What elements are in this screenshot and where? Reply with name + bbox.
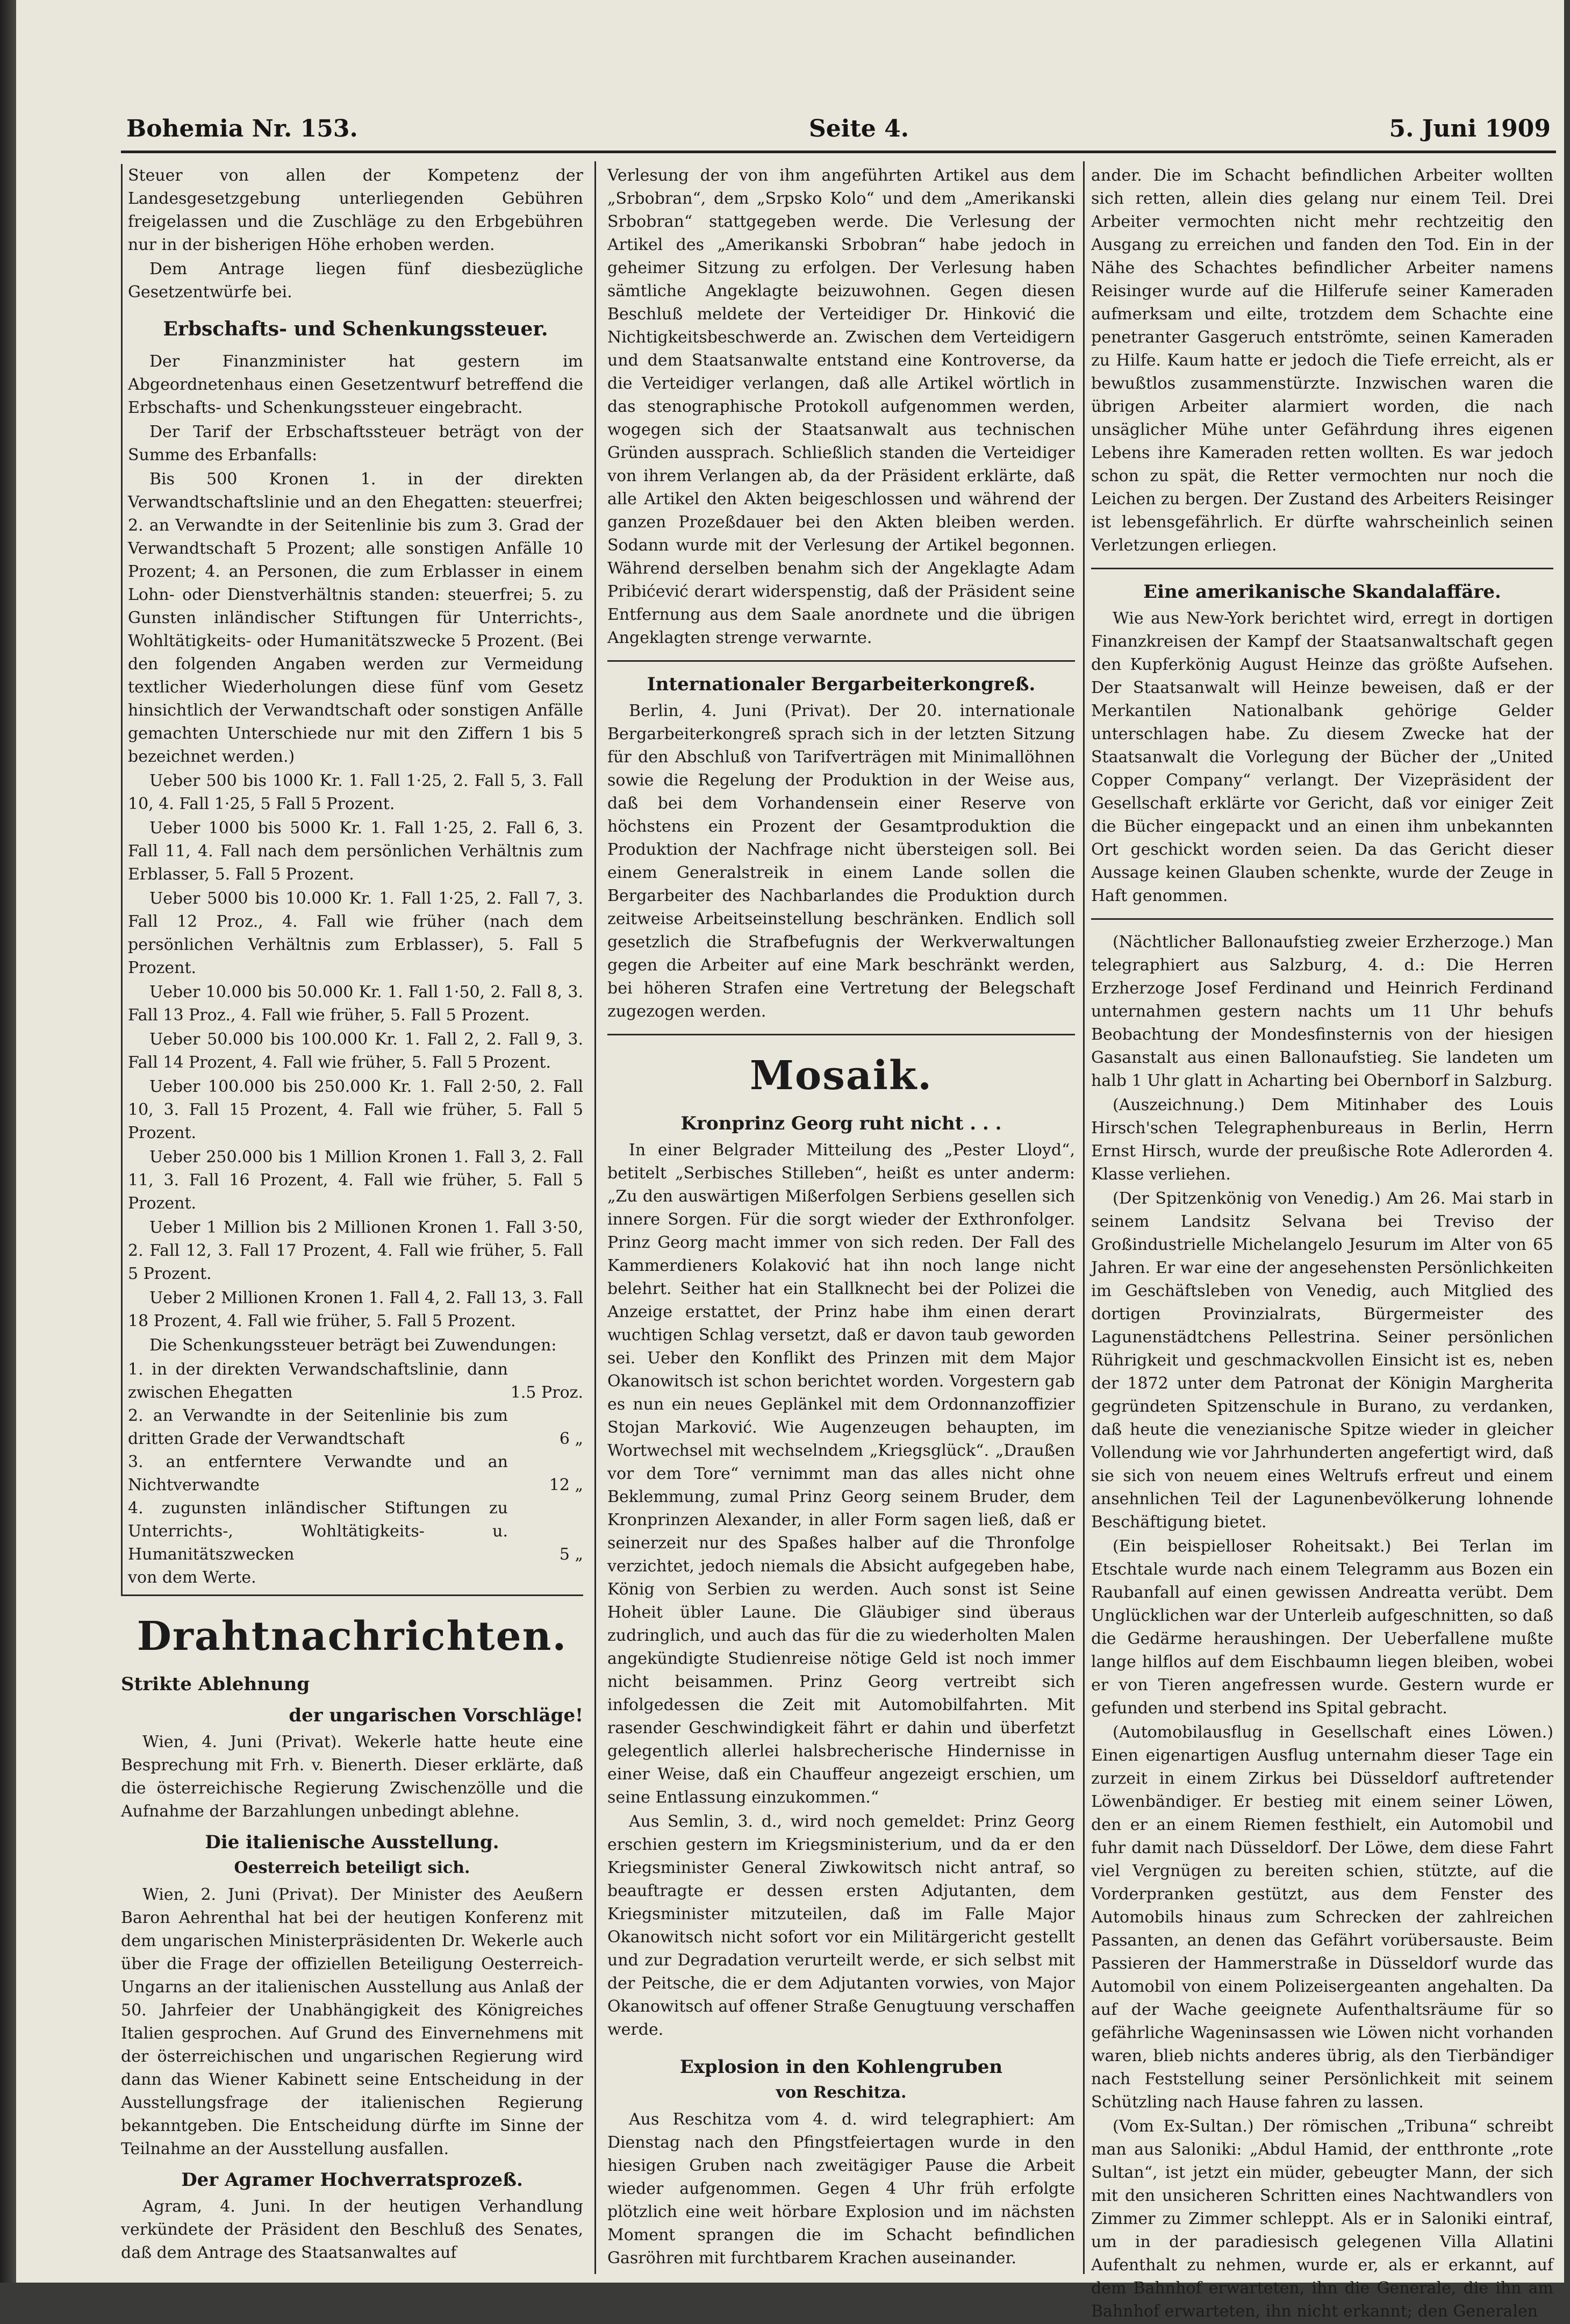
divider	[607, 660, 1075, 662]
article-text: Steuer von allen der Kompetenz der Landesgesetzgebung unterliegenden Gebühren freigelassen und die Zuschläge zu den Erbgebühren nur in der bisherigen Höhe erhoben werden.	[128, 166, 583, 254]
article-text: Der Tarif der Erbschaftssteuer beträgt von der Summe des Erbanfalls:	[128, 423, 583, 464]
table-row	[128, 1497, 583, 1566]
column-1	[121, 164, 583, 2265]
article-text: Ueber 10.000 bis 50.000 Kr. 1. Fall 1·50, 2. Fall 8, 3. Fall 13 Proz., 4. Fall wie früher, 5. Fall 5 Prozent.	[128, 983, 583, 1025]
section-title-drahtnachrichten: Drahtnachrichten.	[137, 1613, 568, 1660]
table-cell-label: 4. zugunsten inländischer Stiftungen zu Unterrichts-, Wohltätigkeits- u. Humanitätszwecken	[128, 1499, 508, 1564]
article-heading: Der Agramer Hochverratsprozeß.	[181, 2169, 523, 2191]
table-cell-value: 5 „	[559, 1545, 583, 1564]
divider	[607, 1034, 1075, 1035]
article-text: Ueber 1000 bis 5000 Kr. 1. Fall 1·25, 2. Fall 6, 3. Fall 11, 4. Fall nach dem persönlichen Verhältnis zum Erblasser, 5. Fall 5 Prozent.	[128, 819, 583, 884]
newspaper-page	[16, 0, 1564, 2321]
article-text: (Nächtlicher Ballonaufstieg zweier Erzherzoge.) Man telegraphiert aus Salzburg, 4. d.: Die Herren Erzherzoge Josef Ferdinand und Heinrich Ferdinand unternahmen gestern nachts um 11 Uhr behufs Beobachtung der Mondesfinsternis von der hiesigen Gasanstalt aus einen Ballonaufstieg. Sie landeten um halb 1 Uhr glatt in Acharting bei Obernborf in Salzburg.	[1091, 933, 1553, 1090]
article-heading: Explosion in den Kohlengruben	[679, 2056, 1003, 2078]
article-text: Der Finanzminister hat gestern im Abgeordnetenhaus einen Gesetzentwurf betreffend die Erbschafts- und Schenkungssteuer eingebracht.	[128, 352, 583, 417]
table-row	[128, 1358, 583, 1404]
column-2	[607, 164, 1075, 2271]
article-text: Aus Reschitza vom 4. d. wird telegraphiert: Am Dienstag nach den Pfingstfeiertagen wurde in den hiesigen Gruben nach zweitägiger Pause die Arbeit wieder aufgenommen. Gegen 4 Uhr früh erfolgte plötzlich eine weit hörbare Explosion und im nächsten Moment sprangen die im Schacht befindlichen Gasröhren mit furchtbarem Krachen auseinander.	[607, 2110, 1075, 2268]
article-heading: Internationaler Bergarbeiterkongreß.	[647, 674, 1036, 695]
article-text: (Vom Ex-Sultan.) Der römischen „Tribuna“ schreibt man aus Saloniki: „Abdul Hamid, der entthronte „rote Sultan“, ist jetzt ein müder, gebeugter Mann, der sich mit den unsicheren Schritten eines Nachtwandlers von Zimmer zu Zimmer schleppt. Als er in Saloniki eintraf, um in der paradiesisch gelegenen Villa Allatini Aufenthalt zu nehmen, wurde er, als er erkannt, auf dem Bahnhof erwarteten, ihn die Generale, die ihn am Bahnhof erwarteten, ihn nicht erkannt; den Generalen	[1091, 2117, 1553, 2321]
table-row	[128, 1450, 583, 1497]
column-3	[1091, 164, 1553, 2324]
article-text: Wien, 2. Juni (Privat). Der Minister des Aeußern Baron Aehrenthal hat bei der heutigen Konferenz mit dem ungarischen Ministerpräsidenten Dr. Wekerle auch über die Frage der offiziellen Beteiligung Oesterreich-Ungarns an der italienischen Ausstellung aus Anlaß der 50. Jahrfeier der Unabhängigkeit des Königreiches Italien gesprochen. Auf Grund des Einvernehmens mit der österreichischen und ungarischen Regierung wird dann das Wiener Kabinett seine Entscheidung in der Ausstellungsfrage der italienischen Regierung bekanntgeben. Die Entscheidung dürfte im Sinne der Teilnahme an der Ausstellung ausfallen.	[121, 1885, 583, 2158]
table-row	[128, 1566, 583, 1589]
article-heading: Die italienische Ausstellung.	[205, 1832, 499, 1853]
article-text: Ueber 5000 bis 10.000 Kr. 1. Fall 1·25, 2. Fall 7, 3. Fall 12 Proz., 4. Fall wie früher (nach dem persönlichen Verhältnis zum Erblasser), 5. Fall 5 Prozent.	[128, 889, 583, 977]
page-spine	[0, 0, 16, 2283]
article-text: Wie aus New-York berichtet wird, erregt in dortigen Finanzkreisen der Kampf der Staatsanwaltschaft gegen den Kupferkönig August Heinze das größte Aufsehen. Der Staatsanwalt will Heinze beweisen, daß er der Merkantilen Nationalbank gehörige Gelder unterschlagen habe. Zu diesem Zwecke hat der Staatsanwalt die Vorlegung der Bücher der „United Copper Company“ verlangt. Der Vizepräsident der Gesellschaft erklärte vor Gericht, daß vor einiger Zeit die Bücher eingepackt und an einen ihm unbekannten Ort geschickt worden seien. Da das Gericht dieser Aussage keinen Glauben schenkte, wurde der Zeuge in Haft genommen.	[1091, 609, 1553, 905]
header-date: 5. Juni 1909	[1389, 115, 1551, 142]
article-text: (Auszeichnung.) Dem Mitinhaber des Louis Hirsch'schen Telegraphenbureaus in Berlin, Herrn Ernst Hirsch, wurde der preußische Rote Adlerorden 4. Klasse verliehen.	[1091, 1096, 1553, 1184]
article-text: Ueber 500 bis 1000 Kr. 1. Fall 1·25, 2. Fall 5, 3. Fall 10, 4. Fall 1·25, 5 Fall 5 Prozent.	[128, 771, 583, 813]
tax-article-box	[121, 164, 583, 1596]
table-cell-label: von dem Werte.	[128, 1568, 256, 1587]
article-text: Ueber 1 Million bis 2 Millionen Kronen 1. Fall 3·50, 2. Fall 12, 3. Fall 17 Prozent, 4. Fall wie früher, 5. Fall 5 Prozent.	[128, 1218, 583, 1283]
header-page-number: Seite 4.	[809, 115, 909, 142]
article-text: Ueber 250.000 bis 1 Million Kronen 1. Fall 3, 2. Fall 11, 3. Fall 16 Prozent, 4. Fall wie früher, 5. Fall 5 Prozent.	[128, 1148, 583, 1213]
article-text: (Automobilausflug in Gesellschaft eines Löwen.) Einen eigenartigen Ausflug unternahm dieser Tage ein zurzeit in einem Zirkus bei Düsseldorf auftretender Löwenbändiger. Er bestieg mit einem seiner Löwen, den er an einem Riemen festhielt, ein Automobil und fuhr damit nach Düsseldorf. Der Löwe, dem diese Fahrt viel Vergnügen zu bereiten schien, stützte, auf die Vorderpranken gestützt, aus dem Fenster des Automobils hinaus zum Schrecken der zahlreichen Passanten, an denen das Gefährt vorübersauste. Beim Passieren der Hammerstraße in Düsseldorf wurde das Automobil von einem Polizeisergeanten angehalten. Da auf der Wache geeignete Aufenthaltsräume für so gefährliche Wageninsassen wie Löwen nicht vorhanden waren, blieb nichts anderes übrig, als den Tierbändiger nach Feststellung seiner Persönlichkeit mit seinem Schützling nach Hause fahren zu lassen.	[1091, 1723, 1553, 2112]
section-heading: Erbschafts- und Schenkungssteuer.	[163, 318, 548, 340]
article-text: Die Schenkungssteuer beträgt bei Zuwendungen:	[149, 1336, 557, 1355]
article-text: Wien, 4. Juni (Privat). Wekerle hatte heute eine Besprechung mit Frh. v. Bienerth. Dieser erklärte, daß die österreichische Regierung Zwischenzölle und die Aufnahme der Barzahlungen unbedingt ablehne.	[121, 1733, 583, 1821]
article-text: ander. Die im Schacht befindlichen Arbeiter wollten sich retten, allein dies gelang nur einem Teil. Drei Arbeiter vermochten nicht mehr rechtzeitig den Ausgang zu erreichen und fanden den Tod. Ein in der Nähe des Schachtes befindlicher Arbeiter namens Reisinger wurde auf die Hilferufe seiner Kameraden aufmerksam und eilte, trotzdem dem Schachte eine penetranter Gasgeruch entströmte, seinen Kameraden zu Hilfe. Kaum hatte er jedoch die Tiefe erreicht, als er bewußtlos zusammenstürzte. Inzwischen waren die übrigen Arbeiter alarmiert worden, die nach unsäglicher Mühe unter Gefährdung ihres eigenen Lebens ihre Kameraden retten wollten. Es war jedoch schon zu spät, die Retter vermochten nur noch die Leichen zu bergen. Der Zustand des Arbeiters Reisinger ist lebensgefährlich. Er dürfte wahrscheinlich seinen Verletzungen erliegen.	[1091, 166, 1553, 555]
table-cell-label: 2. an Verwandte in der Seitenlinie bis zum dritten Grade der Verwandtschaft	[128, 1406, 508, 1448]
table-cell-value: 6 „	[559, 1429, 583, 1448]
article-text: Ueber 50.000 bis 100.000 Kr. 1. Fall 2, 2. Fall 9, 3. Fall 14 Prozent, 4. Fall wie früher, 5. Fall 5 Prozent.	[128, 1030, 583, 1072]
divider	[1091, 918, 1553, 920]
column-rule-2	[1083, 161, 1085, 2274]
article-text: Aus Semlin, 3. d., wird noch gemeldet: Prinz Georg erschien gestern im Kriegsministerium, und da er den Kriegsminister General Ziwkowitsch nicht antraf, so beauftragte er dessen ersten Adjutanten, dem Kriegsminister mitzuteilen, daß im Falle Major Okanowitsch nicht sofort vor ein Militärgericht gestellt und zur Degradation verurteilt werde, er sich selbst mit der Peitsche, die er dem Adjutanten vorwies, von Major Okanowitsch auf offener Straße Genugtuung verschaffen werde.	[607, 1812, 1075, 2039]
article-text: Bis 500 Kronen 1. in der direkten Verwandtschaftslinie und an den Ehegatten: steuerfrei; 2. an Verwandte in der Seitenlinie bis zum 3. Grad der Verwandtschaft 5 Prozent; alle sonstigen Anfälle 10 Prozent; 4. an Personen, die zum Erblasser in einem Lohn- oder Dienstverhältnis standen: steuerfrei; 5. zu Gunsten inländischer Stiftungen für Unterrichts-, Wohltätigkeits- oder Humanitätszwecke 5 Prozent. (Bei den folgenden Angaben werden zur Vermeidung textlicher Wiederholungen diese fünf vom Gesetz hinsichtlich der Verwandtschaft oder sonstigen Anfälle gemachten Unterschiede nur mit den Ziffern 1 bis 5 bezeichnet werden.)	[128, 470, 583, 766]
table-cell-label: 3. an entferntere Verwandte und an Nichtverwandte	[128, 1453, 508, 1494]
article-text: Dem Antrage liegen fünf diesbezügliche Gesetzentwürfe bei.	[128, 260, 583, 302]
article-text: Verlesung der von ihm angeführten Artikel aus dem „Srbobran“, dem „Srpsko Kolo“ und dem „Amerikanski Srbobran“ stattgegeben werde. Die Verlesung der Artikel des „Amerikanski Srbobran“ habe jedoch in geheimer Sitzung zu erfolgen. Der Verlesung haben sämtliche Angeklagte beizuwohnen. Gegen diesen Beschluß meldete der Verteidiger Dr. Hinković die Nichtigkeitsbeschwerde an. Zwischen dem Verteidigern und dem Staatsanwalte entstand eine Kontroverse, da die Verteidiger verlangen, daß alle Artikel wörtlich in das stenographische Protokoll aufgenommen werden, wogegen sich der Staatsanwalt aus technischen Gründen aussprach. Schließlich standen die Verteidiger von ihrem Verlangen ab, da der Präsident erklärte, daß alle Artikel den Akten beigeschlossen und während der ganzen Prozeßdauer bei den Akten bleiben werden. Sodann wurde mit der Verlesung der Artikel begonnen. Während derselben benahm sich der Angeklagte Adam Pribićević derart widerspenstig, daß der Präsident seine Entfernung aus dem Saale anordnete und die übrigen Angeklagten strenge verwarnte.	[607, 166, 1075, 647]
table-cell-value	[508, 1566, 583, 1589]
article-subheading: Oesterreich beteiligt sich.	[234, 1858, 470, 1877]
column-rule-1	[594, 161, 596, 2274]
article-heading: Eine amerikanische Skandalaffäre.	[1143, 581, 1501, 603]
table-cell-value: 12 „	[549, 1476, 583, 1494]
article-text: Berlin, 4. Juni (Privat). Der 20. internationale Bergarbeiterkongreß sprach sich in der letzten Sitzung für den Abschluß von Tarifverträgen mit Minimallöhnen sowie die Regelung der Produktion in der Weise aus, daß bei dem Vorhandensein einer Reserve von höchstens ein Prozent der Gesamtproduktion die Produktion der Nachfrage nicht übersteigen soll. Bei einem Generalstreik in einem Lande sollen die Bergarbeiter des Nachbarlandes die Produktion durch zeitweise Arbeitseinstellung beschränken. Endlich soll gesetzlich die Strafbefugnis der Werkverwaltungen gegen die Arbeiter auf eine Mark beschränkt werden, bei höheren Strafen eine Vertretung der Belegschaft zugezogen werden.	[607, 702, 1075, 1021]
article-subheading: von Reschitza.	[776, 2083, 907, 2102]
article-heading: Kronprinz Georg ruht nicht . . .	[680, 1113, 1002, 1134]
article-text: Ueber 100.000 bis 250.000 Kr. 1. Fall 2·50, 2. Fall 10, 3. Fall 15 Prozent, 4. Fall wie früher, 5. Fall 5 Prozent.	[128, 1077, 583, 1142]
header-issue: Bohemia Nr. 153.	[126, 115, 358, 142]
table-row	[128, 1404, 583, 1450]
article-text: Ueber 2 Millionen Kronen 1. Fall 4, 2. Fall 13, 3. Fall 18 Prozent, 4. Fall wie früher, 5. Fall 5 Prozent.	[128, 1289, 583, 1331]
article-text: (Ein beispielloser Roheitsakt.) Bei Terlan im Etschtale wurde nach einem Telegramm aus Bozen ein Raubanfall auf einen gewissen Andreatta verübt. Dem Unglücklichen war der Unterleib aufgeschnitten, so daß die Gedärme heraushingen. Der Ueberfallene mußte lange hilflos auf dem Eischbaumn liegen bleiben, wobei er von Tieren angefressen wurde. Gestern wurde er gefunden und sterbend ins Spital gebracht.	[1091, 1537, 1553, 1718]
gift-tax-table	[128, 1358, 583, 1589]
section-title-mosaik: Mosaik.	[749, 1053, 933, 1099]
table-cell-label: 1. in der direkten Verwandschaftslinie, dann zwischen Ehegatten	[128, 1360, 508, 1402]
article-heading: Strikte Ablehnung	[121, 1674, 310, 1695]
article-subheading: der ungarischen Vorschläge!	[289, 1705, 583, 1726]
divider	[1091, 568, 1553, 569]
table-cell-value: 1.5 Proz.	[510, 1383, 583, 1402]
article-text: (Der Spitzenkönig von Venedig.) Am 26. Mai starb in seinem Landsitz Selvana bei Treviso der Großindustrielle Michelangelo Jesurum im Alter von 65 Jahren. Er war eine der angesehensten Persönlichkeiten im Geschäftsleben von Venedig, auch Mitglied des dortigen Provinzialrats, Bürgermeister des Lagunenstädtchens Pellestrina. Seiner persönlichen Rührigkeit und geschmackvollen Einsicht ist es, neben der 1872 unter dem Patronat der Königin Margherita gegründeten Spitzenschule in Burano, zu verdanken, daß heute die venezianische Spitze wieder in gleicher Vollendung wie vor Jahrhunderten angefertigt wird, daß sie sich von neuem eines Weltrufs erfreut und einem ansehnlichen Teil der Lagunenbevölkerung lohnende Beschäftigung bietet.	[1091, 1189, 1553, 1532]
article-text: Agram, 4. Juni. In der heutigen Verhandlung verkündete der Präsident den Beschluß des Senates, daß dem Antrage des Staatsanwaltes auf	[121, 2197, 583, 2262]
article-text: In einer Belgrader Mitteilung des „Pester Lloyd“, betitelt „Serbisches Stilleben“, heißt es unter anderm: „Zu den auswärtigen Mißerfolgen Serbiens gesellen sich innere Sorgen. Für die sorgt wieder der Exthronfolger. Prinz Georg macht immer von sich reden. Der Fall des Kammerdieners Kolaković hat ihn noch lange nicht belehrt. Seither hat ein Stallknecht bei der Polizei die Anzeige erstattet, der Prinz habe ihm einen derart wuchtigen Schlag versetzt, daß er davon taub geworden sei. Ueber den Konflikt des Prinzen mit dem Major Okanowitsch ist schon berichtet worden. Vorgestern gab es nun ein neues Geplänkel mit dem Ordonnanzoffizier Stojan Marković. Wie Augenzeugen behaupten, im Wortwechsel mit wechselndem „Kriegsglück“. „Draußen vor dem Tore“ vernimmt man das alles nicht ohne Beklemmung, zumal Prinz Georg seinem Bruder, dem Kronprinzen Alexander, in aller Form sagen ließ, daß er seinerzeit nur des Spaßes halber auf die Thronfolge verzichtet, jedoch niemals die Absicht aufgegeben habe, König von Serbien zu werden. Auch sonst ist Seine Hoheit übler Laune. Die Gläubiger sind überaus zudringlich, und auch das für die zu wiederholten Malen angekündigte Studienreise nötige Geld ist noch immer nicht beisammen. Prinz Georg vertreibt sich infolgedessen die Zeit mit Automobilfahrten. Mit rasender Geschwindigkeit fährt er dahin und überfetzt gelegentlich allerlei halsbrecherische Hindernisse in einer Weise, daß ein Chauffeur angezeigt erschien, um seine Entlassung einzukommen.“	[607, 1141, 1075, 1807]
page-header	[121, 108, 1556, 153]
